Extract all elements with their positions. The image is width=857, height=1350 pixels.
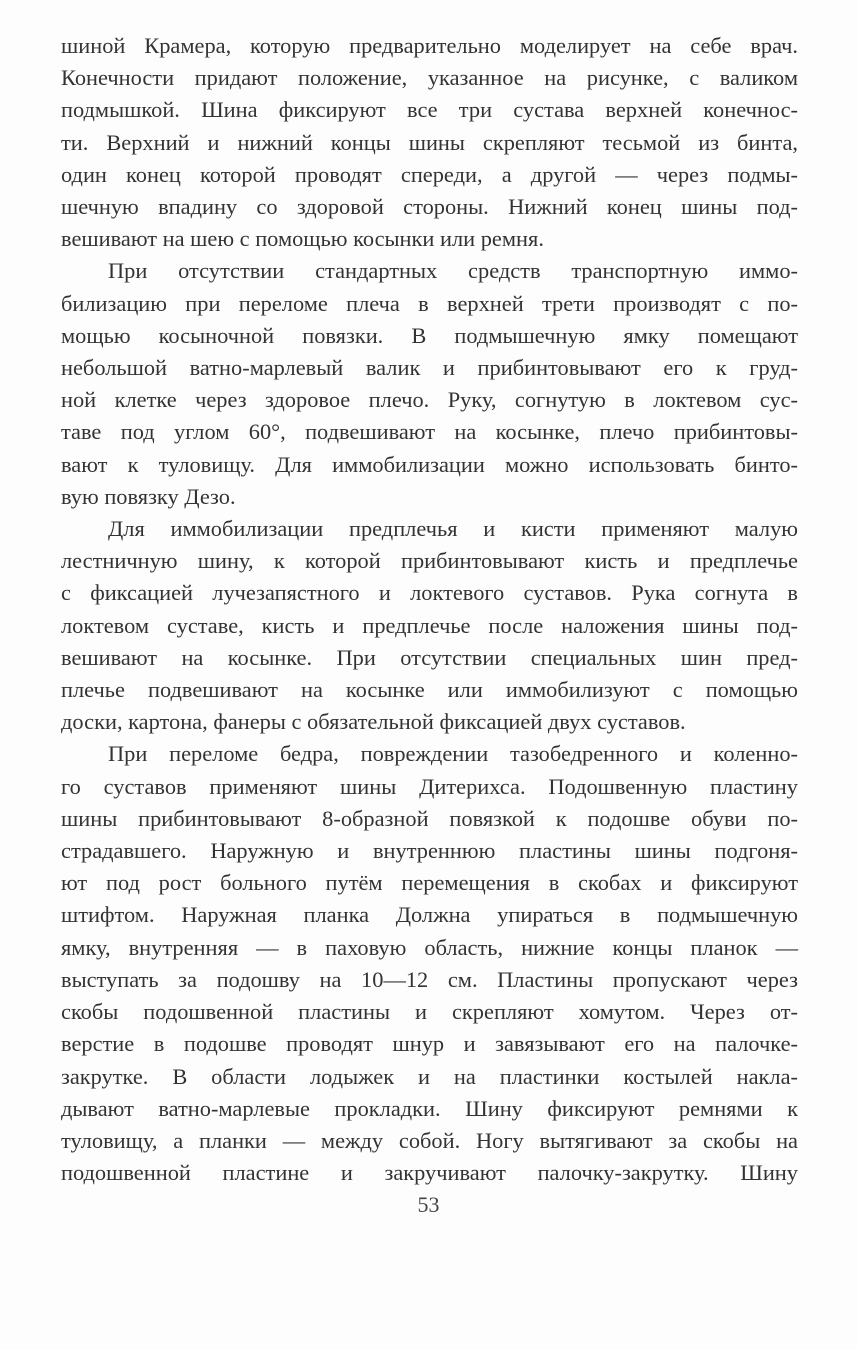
text-line: выступать за подошву на 10—12 см. Пластины пропускают через xyxy=(61,966,798,992)
text-line: локтевом суставе, кисть и предплечье после наложения шины под- xyxy=(61,612,798,638)
text-line: страдавшего. Наружную и внутреннюю пластины шины подгоня- xyxy=(61,838,798,864)
text-line: шечную впадину со здоровой стороны. Нижний конец шины под- xyxy=(61,194,798,220)
text-line: штифтом. Наружная планка Должна упираться в подмышечную xyxy=(61,902,798,928)
text-line: вают к туловищу. Для иммобилизации можно использовать бинто- xyxy=(61,451,798,477)
text-line: ямку, внутренняя — в паховую область, нижние концы планок — xyxy=(61,934,798,960)
body-text xyxy=(61,30,798,1189)
text-line: с фиксацией лучезапястного и локтевого суставов. Рука согнута в xyxy=(61,580,798,606)
text-line: вую повязку Дезо. xyxy=(61,483,236,509)
text-line: закрутке. В области лодыжек и на пластинки костылей накла- xyxy=(61,1063,798,1089)
text-line: таве под углом 60°, подвешивают на косынке, плечо прибинтовы- xyxy=(61,419,798,445)
text-line: туловищу, а планки — между собой. Ногу вытягивают за скобы на xyxy=(61,1127,798,1153)
text-line: вешивают на шею с помощью косынки или ремня. xyxy=(61,226,544,252)
text-line: билизацию при переломе плеча в верхней трети производят с по- xyxy=(61,290,798,316)
text-line: шиной Крамера, которую предварительно моделирует на себе врач. xyxy=(61,33,798,58)
text-line: доски, картона, фанеры с обязательной фиксацией двух суставов. xyxy=(61,709,686,735)
text-line: плечье подвешивают на косынке или иммобилизуют с помощью xyxy=(61,677,798,703)
paragraph xyxy=(61,738,798,1189)
page-number: 53 xyxy=(417,1192,440,1217)
text-line: мощью косыночной повязки. В подмышечную ямку помещают xyxy=(61,322,798,348)
paragraph xyxy=(61,513,798,738)
paragraph xyxy=(61,30,798,255)
text-line: лестничную шину, к которой прибинтовывают кисть и предплечье xyxy=(61,548,798,574)
text-line: Конечности придают положение, указанное на рисунке, с валиком xyxy=(61,65,798,91)
text-line: При переломе бедра, повреждении тазобедренного и коленно- xyxy=(108,741,798,767)
text-line: ной клетке через здоровое плечо. Руку, согнутую в локтевом сус- xyxy=(61,387,798,413)
text-line: верстие в подошве проводят шнур и завязывают его на палочке- xyxy=(61,1031,798,1057)
text-line: один конец которой проводят спереди, а другой — через подмы- xyxy=(61,161,798,187)
text-line: вешивают на косынке. При отсутствии специальных шин пред- xyxy=(61,644,798,670)
paragraph xyxy=(61,255,798,513)
text-line: подошвенной пластине и закручивают палочку-закрутку. Шину xyxy=(61,1160,798,1186)
text-line: Для иммобилизации предплечья и кисти применяют малую xyxy=(108,516,798,542)
text-line: го суставов применяют шины Дитерихса. Подошвенную пластину xyxy=(61,773,798,799)
text-line: ют под рост больного путём перемещения в скобах и фиксируют xyxy=(61,870,798,896)
text-line: дывают ватно-марлевые прокладки. Шину фиксируют ремнями к xyxy=(61,1095,798,1121)
text-line: подмышкой. Шина фиксируют все три сустава верхней конечнос- xyxy=(61,97,798,123)
text-line: шины прибинтовывают 8-образной повязкой к подошве обуви по- xyxy=(61,805,798,831)
text-line: ти. Верхний и нижний концы шины скрепляют тесьмой из бинта, xyxy=(61,129,798,155)
text-line: При отсутствии стандартных средств транспортную иммо- xyxy=(108,258,798,284)
text-line: небольшой ватно-марлевый валик и прибинтовывают его к груд- xyxy=(61,355,798,381)
text-line: скобы подошвенной пластины и скрепляют хомутом. Через от- xyxy=(61,999,798,1025)
